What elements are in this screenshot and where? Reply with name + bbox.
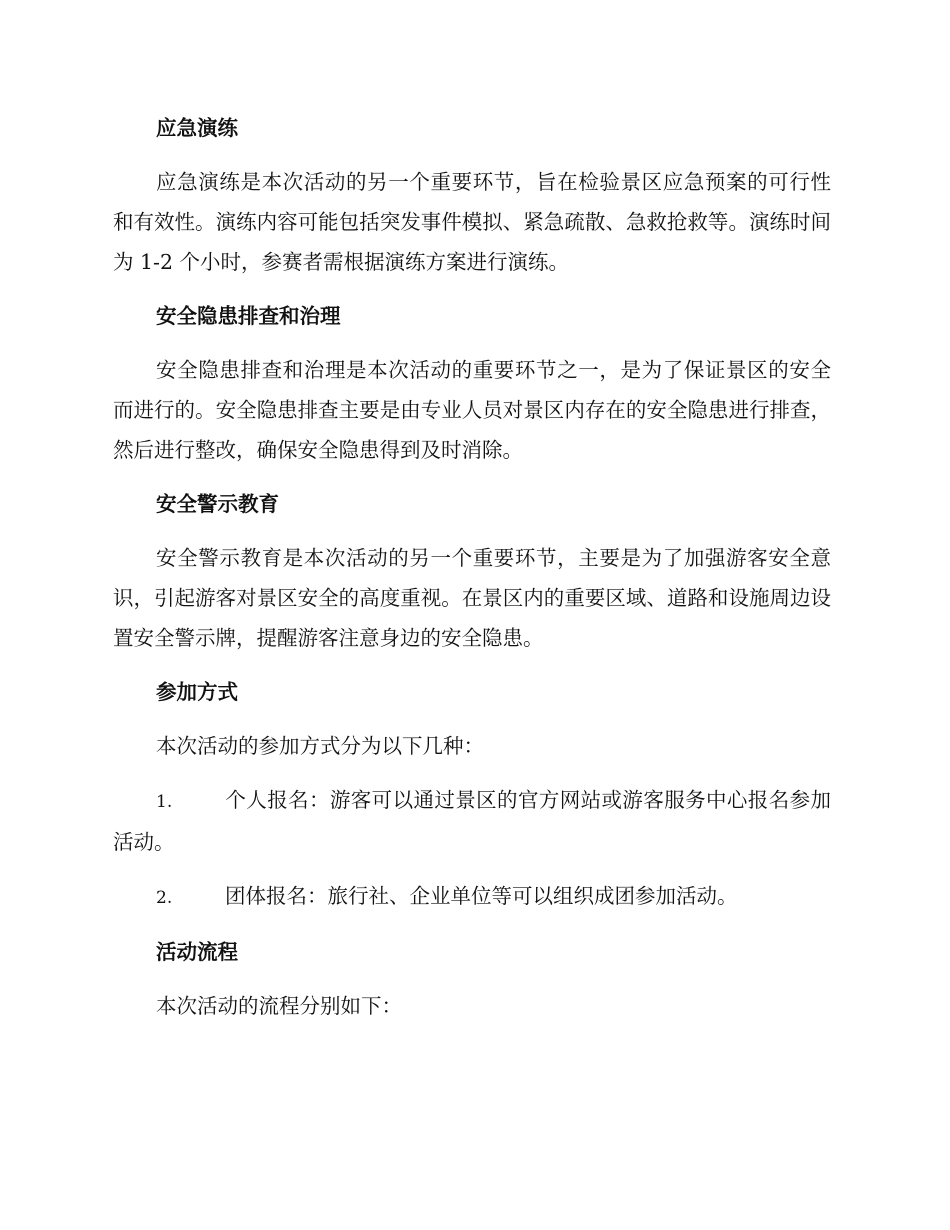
section-paragraph-hazard-inspection: 安全隐患排查和治理是本次活动的重要环节之一，是为了保证景区的安全而进行的。安全隐患排查主要是由专业人员对景区内存在的安全隐患进行排查，然后进行整改，确保安全隐患得到及时消除。: [113, 358, 831, 462]
section-paragraph-participation: 本次活动的参加方式分为以下几种：: [156, 734, 484, 758]
list-item-text: 团体报名：旅行社、企业单位等可以组织成团参加活动。: [225, 884, 738, 908]
section-heading-participation: 参加方式: [156, 680, 238, 704]
section-heading-emergency-drill: 应急演练: [156, 116, 238, 140]
list-item-number: 2.: [156, 888, 173, 908]
list-item-text: 个人报名：游客可以通过景区的官方网站或游客服务中心报名参加活动。: [113, 788, 831, 854]
document-body: [113, 108, 831, 1040]
section-paragraph-process: 本次活动的流程分别如下：: [156, 994, 402, 1018]
list-item: [113, 876, 831, 918]
list-item: [113, 780, 831, 862]
section-heading-safety-warning: 安全警示教育: [156, 492, 279, 516]
section-paragraph-safety-warning: 安全警示教育是本次活动的另一个重要环节，主要是为了加强游客安全意识，引起游客对景区安全的高度重视。在景区内的重要区域、道路和设施周边设置安全警示牌，提醒游客注意身边的安全隐患。: [113, 546, 831, 650]
section-heading-process: 活动流程: [156, 940, 238, 964]
section-heading-hazard-inspection: 安全隐患排查和治理: [156, 304, 341, 328]
list-item-number: 1.: [156, 792, 173, 812]
section-paragraph-emergency-drill: 应急演练是本次活动的另一个重要环节，旨在检验景区应急预案的可行性和有效性。演练内容可能包括突发事件模拟、紧急疏散、急救抢救等。演练时间为 1-2 个小时，参赛者需根据演练方案进行演练。: [113, 170, 831, 274]
